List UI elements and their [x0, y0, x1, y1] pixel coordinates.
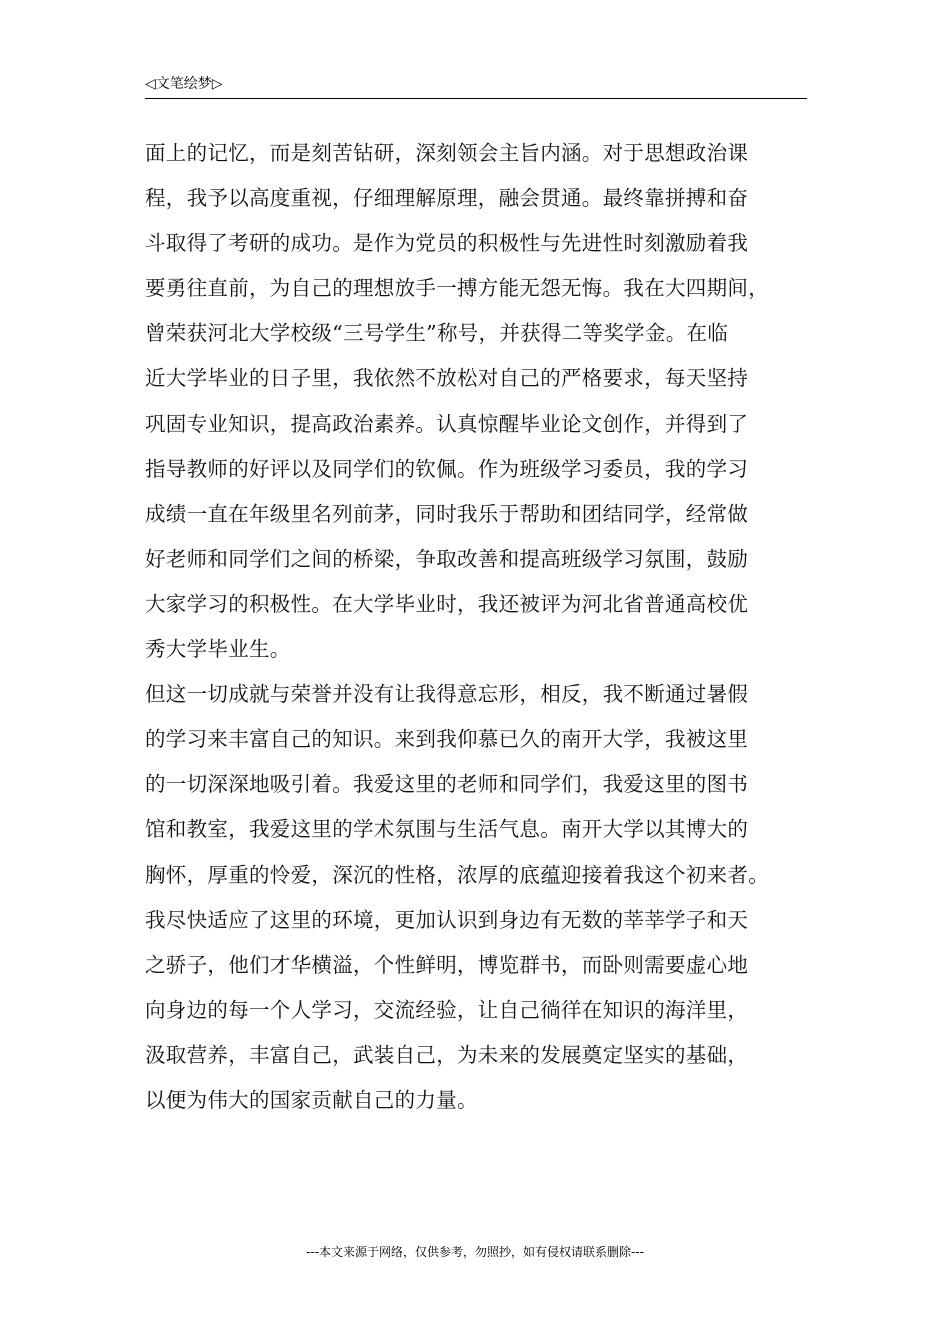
page-header [145, 74, 807, 99]
text-line: 近大学毕业的日子里，我依然不放松对自己的严格要求，每天坚持 [145, 366, 749, 391]
document-body [145, 131, 810, 1123]
text-line: 汲取营养，丰富自己，武装自己，为未来的发展奠定坚实的基础， [145, 1042, 749, 1067]
text-line: 的学习来丰富自己的知识。来到我仰慕已久的南开大学，我被这里 [145, 727, 749, 752]
text-line: 以便为伟大的国家贡献自己的力量。 [145, 1087, 478, 1112]
text-line: 曾荣获河北大学校级“三号学生”称号，并获得二等奖学金。在临 [145, 321, 729, 346]
text-line: 向身边的每一个人学习，交流经验，让自己徜徉在知识的海洋里， [145, 997, 749, 1022]
text-line: 大家学习的积极性。在大学毕业时，我还被评为河北省普通高校优 [145, 591, 749, 616]
text-line: 馆和教室，我爱这里的学术氛围与生活气息。南开大学以其博大的 [145, 817, 749, 842]
text-line: 的一切深深地吸引着。我爱这里的老师和同学们，我爱这里的图书 [145, 772, 749, 797]
text-line: 面上的记忆，而是刻苦钻研，深刻领会主旨内涵。对于思想政治课 [145, 141, 749, 165]
text-line: 我尽快适应了这里的环境，更加认识到身边有无数的莘莘学子和天 [145, 907, 749, 932]
text-line: 程，我予以高度重视，仔细理解原理，融会贯通。最终靠拼搏和奋 [145, 186, 749, 211]
text-line: 之骄子，他们才华横溢，个性鲜明，博览群书，而卧则需要虚心地 [145, 952, 749, 977]
text-line: 指导教师的好评以及同学们的钦佩。作为班级学习委员，我的学习 [145, 456, 749, 481]
footer-disclaimer: ---本文来源于网络，仅供参考，勿照抄，如有侵权请联系删除--- [306, 1245, 644, 1259]
text-line: 好老师和同学们之间的桥梁，争取改善和提高班级学习氛围，鼓励 [145, 546, 749, 571]
text-line: 斗取得了考研的成功。是作为党员的积极性与先进性时刻激励着我 [145, 231, 749, 256]
text-line: 秀大学毕业生。 [145, 637, 291, 662]
text-line: 巩固专业知识，提高政治素养。认真惊醒毕业论文创作，并得到了 [145, 411, 749, 436]
text-line: 但这一切成就与荣誉并没有让我得意忘形，相反，我不断通过暑假 [145, 682, 749, 707]
text-line: 要勇往直前，为自己的理想放手一搏方能无怨无悔。我在大四期间， [145, 276, 769, 301]
text-line: 成绩一直在年级里名列前茅，同时我乐于帮助和团结同学，经常做 [145, 501, 749, 526]
text-line: 胸怀，厚重的怜爱，深沉的性格，浓厚的底蕴迎接着我这个初来者。 [145, 862, 769, 887]
header-title: ◁文笔绘梦▷ [145, 76, 223, 92]
